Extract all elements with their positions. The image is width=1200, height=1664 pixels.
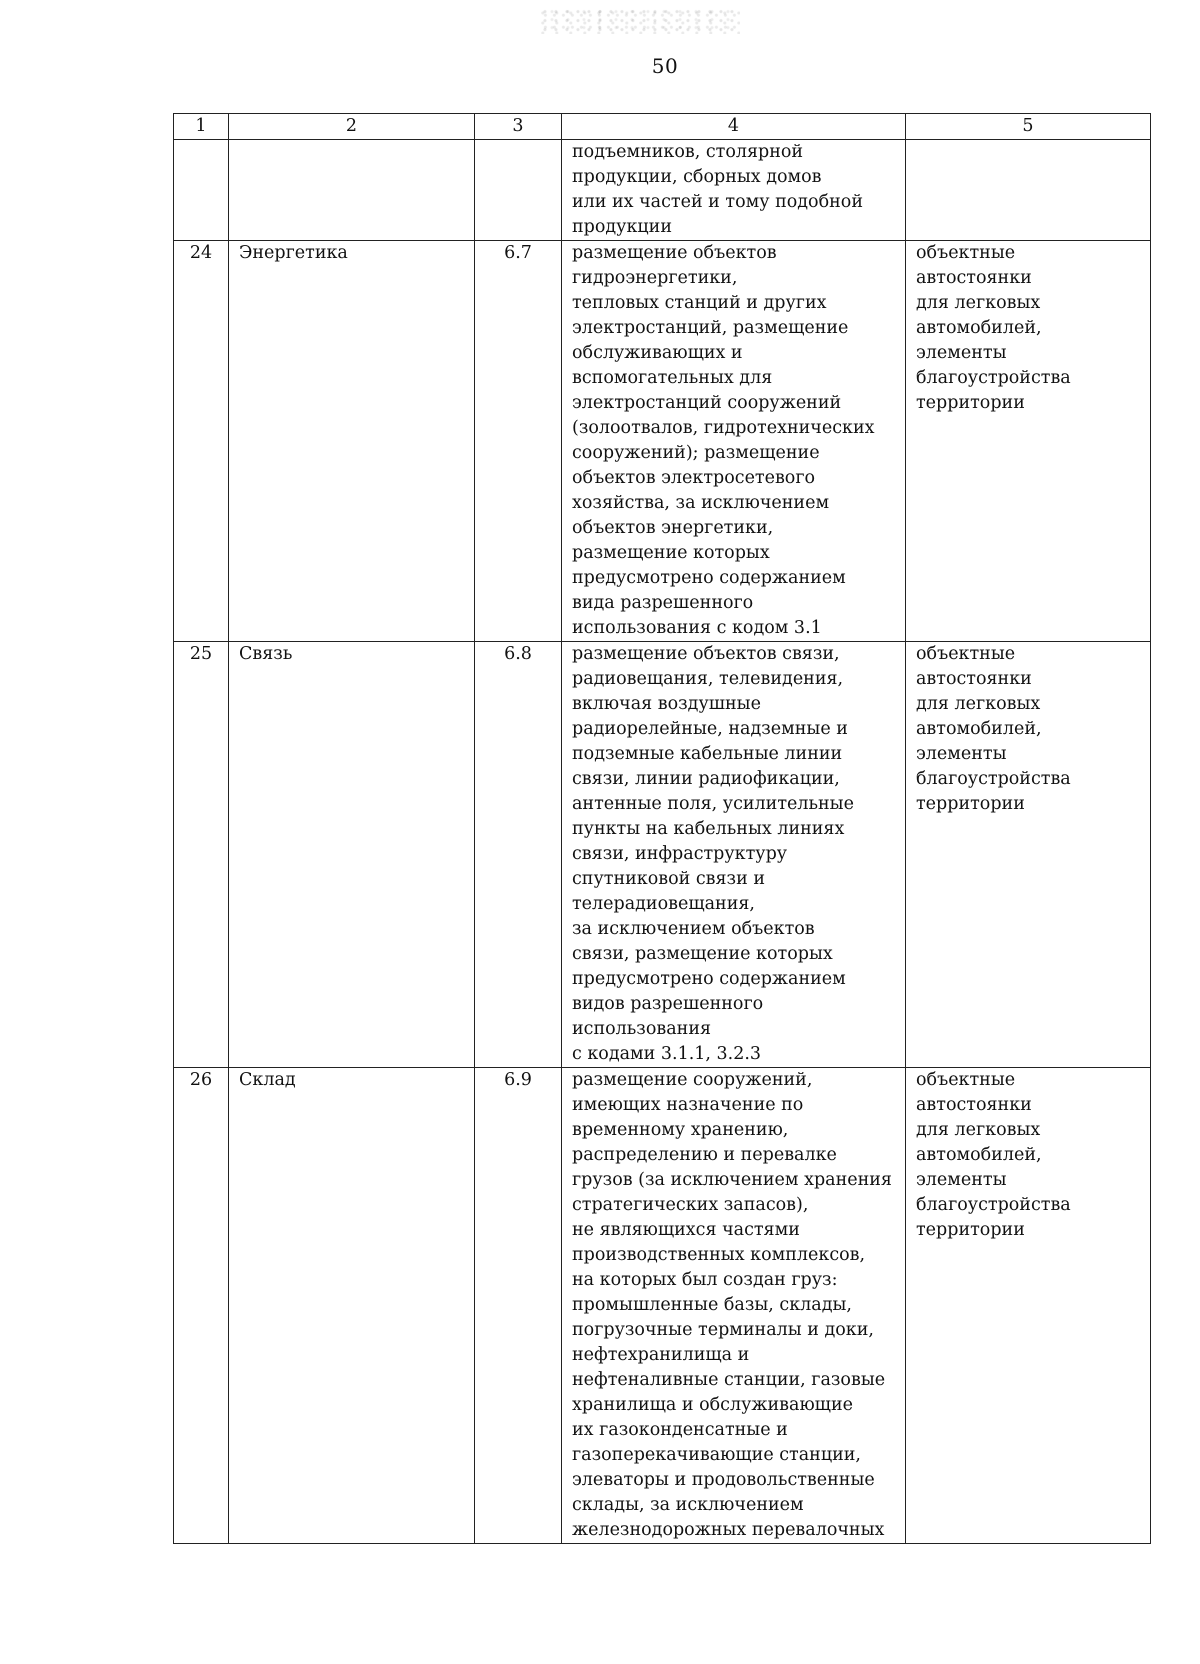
row-number: 26 [174,1068,229,1544]
table-row [174,241,1151,642]
page-number: 50 [651,54,679,78]
header-col-5: 5 [906,114,1151,140]
row-number [174,140,229,241]
header-col-1: 1 [174,114,229,140]
row-number: 25 [174,642,229,1068]
use-description: размещение объектов гидроэнергетики, тепловых станций и других электростанций, размещение обслуживающих и вспомогательных для электростанций сооружений (золоотвалов, гидротехнических сооружений); размещение объектов электросетевого хозяйства, за исключением объектов энергетики, размещение которых предусмотрено содержанием вида разрешенного использования с кодом 3.1 [562,241,906,642]
auxiliary-uses: объектные автостоянки для легковых автомобилей, элементы благоустройства территории [906,642,1151,1068]
use-name: Энергетика [229,241,475,642]
use-description: размещение сооружений, имеющих назначение по временному хранению, распределению и перевалке грузов (за исключением хранения стратегических запасов), не являющихся частями производственных комплексов, на которых был создан груз: промышленные базы, склады, погрузочные терминалы и доки, нефтехранилища и нефтеналивные станции, газовые хранилища и обслуживающие их газоконденсатные и газоперекачивающие станции, элеваторы и продовольственные склады, за исключением железнодорожных перевалочных [562,1068,906,1544]
use-code: 6.9 [475,1068,562,1544]
table-row [174,1068,1151,1544]
auxiliary-uses [906,140,1151,241]
table-row-continuation [174,140,1151,241]
table-row [174,642,1151,1068]
use-name: Связь [229,642,475,1068]
use-code: 6.7 [475,241,562,642]
header-col-3: 3 [475,114,562,140]
use-description: подъемников, столярной продукции, сборных домов или их частей и тому подобной продукции [562,140,906,241]
header-col-2: 2 [229,114,475,140]
scan-artifact [540,8,740,34]
header-col-4: 4 [562,114,906,140]
use-code: 6.8 [475,642,562,1068]
use-code [475,140,562,241]
row-number: 24 [174,241,229,642]
use-name [229,140,475,241]
auxiliary-uses: объектные автостоянки для легковых автомобилей, элементы благоустройства территории [906,1068,1151,1544]
auxiliary-uses: объектные автостоянки для легковых автомобилей, элементы благоустройства территории [906,241,1151,642]
table-header-row [174,114,1151,140]
use-name: Склад [229,1068,475,1544]
use-description: размещение объектов связи, радиовещания, телевидения, включая воздушные радиорелейные, надземные и подземные кабельные линии связи, линии радиофикации, антенные поля, усилительные пункты на кабельных линиях связи, инфраструктуру спутниковой связи и телерадиовещания, за исключением объектов связи, размещение которых предусмотрено содержанием видов разрешенного использования с кодами 3.1.1, 3.2.3 [562,642,906,1068]
zoning-table [173,113,1151,1544]
